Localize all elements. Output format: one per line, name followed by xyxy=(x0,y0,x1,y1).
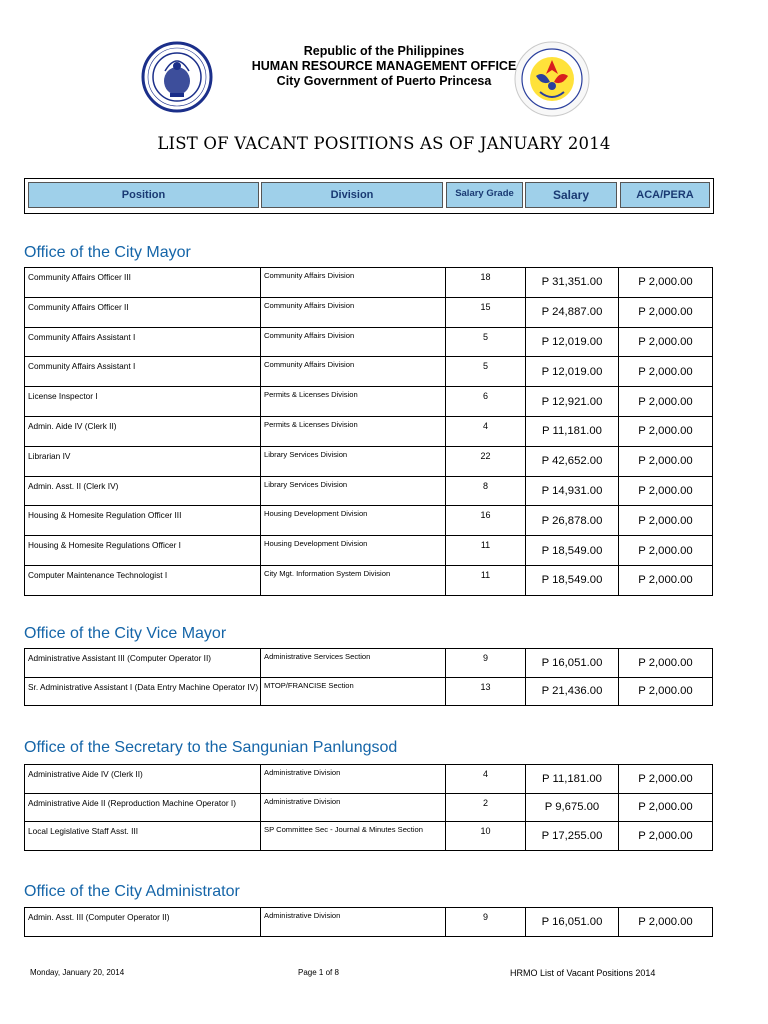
cell-division: Administrative Services Section xyxy=(261,649,446,678)
col-header-aca-pera: ACA/PERA xyxy=(620,182,710,208)
cell-aca: P 2,000.00 xyxy=(619,677,713,706)
table-city-vice-mayor xyxy=(24,648,713,706)
cell-salary: P 12,019.00 xyxy=(526,357,619,387)
cell-position: Administrative Assistant III (Computer Operator II) xyxy=(25,649,261,678)
cell-position: Admin. Aide IV (Clerk II) xyxy=(25,416,261,446)
cell-aca: P 2,000.00 xyxy=(619,268,713,298)
cell-division: Community Affairs Division xyxy=(261,268,446,298)
cell-position: Housing & Homesite Regulation Officer III xyxy=(25,506,261,536)
col-header-position: Position xyxy=(28,182,259,208)
table-row xyxy=(25,649,713,678)
table-row xyxy=(25,677,713,706)
cell-salary: P 26,878.00 xyxy=(526,506,619,536)
cell-aca: P 2,000.00 xyxy=(619,536,713,566)
footer-page-number: Page 1 of 8 xyxy=(298,968,339,977)
cell-position: Librarian IV xyxy=(25,446,261,476)
cell-aca: P 2,000.00 xyxy=(619,793,713,822)
cell-salary: P 24,887.00 xyxy=(526,297,619,327)
cell-division: Library Services Division xyxy=(261,446,446,476)
cell-salary: P 42,652.00 xyxy=(526,446,619,476)
cell-grade: 5 xyxy=(446,357,526,387)
table-row xyxy=(25,536,713,566)
section-title-city-administrator: Office of the City Administrator xyxy=(24,883,240,900)
cell-position: Community Affairs Assistant I xyxy=(25,357,261,387)
cell-salary: P 18,549.00 xyxy=(526,536,619,566)
cell-salary: P 11,181.00 xyxy=(526,416,619,446)
footer-date: Monday, January 20, 2014 xyxy=(30,968,125,977)
table-row xyxy=(25,268,713,298)
table-city-mayor xyxy=(24,267,713,596)
cell-division: Community Affairs Division xyxy=(261,357,446,387)
cell-grade: 4 xyxy=(446,765,526,794)
cell-grade: 18 xyxy=(446,268,526,298)
col-header-grade: Salary Grade xyxy=(446,182,523,208)
cell-aca: P 2,000.00 xyxy=(619,297,713,327)
cell-position: Sr. Administrative Assistant I (Data Entry Machine Operator IV) xyxy=(25,677,261,706)
table-row xyxy=(25,765,713,794)
table-row xyxy=(25,822,713,851)
column-header-row xyxy=(24,178,714,214)
cell-position: Community Affairs Officer II xyxy=(25,297,261,327)
cell-grade: 4 xyxy=(446,416,526,446)
cell-grade: 22 xyxy=(446,446,526,476)
cell-position: License Inspector I xyxy=(25,387,261,417)
cell-grade: 6 xyxy=(446,387,526,417)
col-header-salary: Salary xyxy=(525,182,617,208)
cell-salary: P 31,351.00 xyxy=(526,268,619,298)
cell-grade: 11 xyxy=(446,565,526,595)
cell-grade: 10 xyxy=(446,822,526,851)
cell-division: Housing Development Division xyxy=(261,536,446,566)
cell-position: Admin. Asst. II (Clerk IV) xyxy=(25,476,261,506)
cell-salary: P 16,051.00 xyxy=(526,649,619,678)
cell-aca: P 2,000.00 xyxy=(619,822,713,851)
section-title-city-mayor: Office of the City Mayor xyxy=(24,244,191,261)
cell-division: Permits & Licenses Division xyxy=(261,416,446,446)
cell-position: Community Affairs Officer III xyxy=(25,268,261,298)
cell-division: MTOP/FRANCISE Section xyxy=(261,677,446,706)
section-title-secretary-sp: Office of the Secretary to the Sangunian Panlungsod xyxy=(24,739,398,756)
cell-salary: P 14,931.00 xyxy=(526,476,619,506)
cell-grade: 8 xyxy=(446,476,526,506)
letterhead-line-2: HUMAN RESOURCE MANAGEMENT OFFICE xyxy=(251,59,517,73)
cell-aca: P 2,000.00 xyxy=(619,387,713,417)
cell-aca: P 2,000.00 xyxy=(619,357,713,387)
footer-document-name: HRMO List of Vacant Positions 2014 xyxy=(510,968,656,978)
table-row xyxy=(25,327,713,357)
table-row xyxy=(25,416,713,446)
cell-division: Administrative Division xyxy=(261,765,446,794)
letterhead-line-1: Republic of the Philippines xyxy=(303,44,465,58)
cell-salary: P 21,436.00 xyxy=(526,677,619,706)
cell-grade: 5 xyxy=(446,327,526,357)
col-header-division: Division xyxy=(261,182,443,208)
table-secretary-sp xyxy=(24,764,713,851)
cell-aca: P 2,000.00 xyxy=(619,908,713,937)
cell-position: Community Affairs Assistant I xyxy=(25,327,261,357)
cell-salary: P 12,921.00 xyxy=(526,387,619,417)
cell-aca: P 2,000.00 xyxy=(619,446,713,476)
cell-division: Community Affairs Division xyxy=(261,297,446,327)
letterhead-line-3: City Government of Puerto Princesa xyxy=(276,74,492,88)
cell-aca: P 2,000.00 xyxy=(619,765,713,794)
table-row xyxy=(25,476,713,506)
cell-grade: 15 xyxy=(446,297,526,327)
cell-aca: P 2,000.00 xyxy=(619,327,713,357)
cell-salary: P 11,181.00 xyxy=(526,765,619,794)
cell-position: Administrative Aide II (Reproduction Machine Operator I) xyxy=(25,793,261,822)
cell-grade: 9 xyxy=(446,649,526,678)
cell-salary: P 16,051.00 xyxy=(526,908,619,937)
cell-division: Administrative Division xyxy=(261,908,446,937)
cell-salary: P 12,019.00 xyxy=(526,327,619,357)
cell-salary: P 17,255.00 xyxy=(526,822,619,851)
table-row xyxy=(25,297,713,327)
cell-aca: P 2,000.00 xyxy=(619,506,713,536)
cell-grade: 2 xyxy=(446,793,526,822)
cell-grade: 13 xyxy=(446,677,526,706)
table-row xyxy=(25,446,713,476)
cell-division: Housing Development Division xyxy=(261,506,446,536)
cell-aca: P 2,000.00 xyxy=(619,649,713,678)
table-row xyxy=(25,357,713,387)
cell-grade: 9 xyxy=(446,908,526,937)
cell-grade: 16 xyxy=(446,506,526,536)
table-row xyxy=(25,506,713,536)
cell-grade: 11 xyxy=(446,536,526,566)
cell-salary: P 9,675.00 xyxy=(526,793,619,822)
table-row xyxy=(25,565,713,595)
table-row xyxy=(25,387,713,417)
table-row xyxy=(25,793,713,822)
cell-division: Permits & Licenses Division xyxy=(261,387,446,417)
cell-division: City Mgt. Information System Division xyxy=(261,565,446,595)
cell-position: Housing & Homesite Regulations Officer I xyxy=(25,536,261,566)
cell-aca: P 2,000.00 xyxy=(619,416,713,446)
cell-aca: P 2,000.00 xyxy=(619,565,713,595)
table-row xyxy=(25,908,713,937)
cell-division: SP Committee Sec - Journal & Minutes Section xyxy=(261,822,446,851)
document-title: LIST OF VACANT POSITIONS AS OF JANUARY 2014 xyxy=(157,134,611,153)
cell-position: Local Legislative Staff Asst. III xyxy=(25,822,261,851)
cell-position: Administrative Aide IV (Clerk II) xyxy=(25,765,261,794)
cell-position: Computer Maintenance Technologist I xyxy=(25,565,261,595)
cell-division: Administrative Division xyxy=(261,793,446,822)
cell-division: Community Affairs Division xyxy=(261,327,446,357)
cell-salary: P 18,549.00 xyxy=(526,565,619,595)
cell-aca: P 2,000.00 xyxy=(619,476,713,506)
cell-division: Library Services Division xyxy=(261,476,446,506)
section-title-city-vice-mayor: Office of the City Vice Mayor xyxy=(24,625,227,642)
table-city-administrator xyxy=(24,907,713,937)
letterhead xyxy=(0,44,768,89)
cell-position: Admin. Asst. III (Computer Operator II) xyxy=(25,908,261,937)
